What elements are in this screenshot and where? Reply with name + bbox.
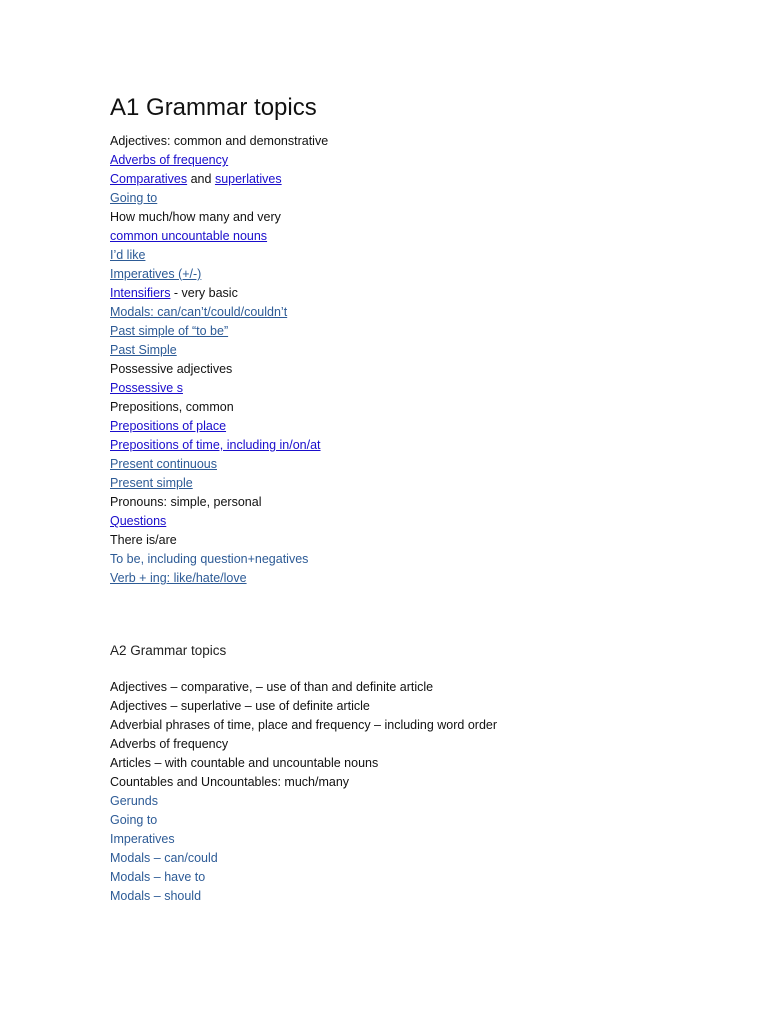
a1-topic-item — [110, 436, 730, 455]
a2-topic-item — [110, 773, 730, 792]
topic-link[interactable]: Questions — [110, 514, 167, 528]
a2-topic-item — [110, 716, 730, 735]
topic-link[interactable]: common uncountable nouns — [110, 229, 268, 243]
a2-topic-item — [110, 811, 730, 830]
a1-section — [110, 92, 730, 588]
topic-text: Gerunds — [110, 794, 158, 808]
topic-text: Going to — [110, 813, 158, 827]
a1-topic-item — [110, 474, 730, 493]
topic-text: Adverbs of frequency — [110, 737, 229, 751]
topic-text: There is/are — [110, 533, 177, 547]
a1-topic-item — [110, 227, 730, 246]
a2-topic-item — [110, 697, 730, 716]
a2-topic-item — [110, 754, 730, 773]
a1-topic-item — [110, 284, 730, 303]
a2-topic-item — [110, 849, 730, 868]
a1-topic-item — [110, 208, 730, 227]
a1-topic-item — [110, 246, 730, 265]
a1-topic-item — [110, 303, 730, 322]
topic-text: Adjectives – superlative – use of definite article — [110, 699, 370, 713]
topic-text: Possessive adjectives — [110, 362, 233, 376]
topic-text: Modals – can/could — [110, 851, 218, 865]
topic-link[interactable]: Adverbs of frequency — [110, 153, 229, 167]
a1-topic-item — [110, 379, 730, 398]
topic-link[interactable]: Verb + ing: like/hate/love — [110, 571, 247, 585]
a1-topic-item — [110, 170, 730, 189]
a2-title: A2 Grammar topics — [110, 643, 227, 658]
topic-link[interactable]: Present simple — [110, 476, 193, 490]
a2-topic-item — [110, 830, 730, 849]
topic-link[interactable]: Present continuous — [110, 457, 218, 471]
topic-link[interactable]: Prepositions of time, including in/on/at — [110, 438, 321, 452]
a1-topic-item — [110, 360, 730, 379]
a2-topic-list — [110, 678, 730, 906]
a1-topic-item — [110, 455, 730, 474]
topic-text: Adjectives – comparative, – use of than and definite article — [110, 680, 434, 694]
a1-topic-item — [110, 569, 730, 588]
topic-text: Pronouns: simple, personal — [110, 495, 262, 509]
topic-link[interactable]: superlatives — [214, 172, 282, 186]
a2-topic-item — [110, 678, 730, 697]
a1-topic-item — [110, 132, 730, 151]
a1-title: A1 Grammar topics — [110, 94, 317, 121]
topic-text: - very basic — [170, 286, 238, 300]
a1-topic-item — [110, 417, 730, 436]
a2-topic-item — [110, 868, 730, 887]
topic-link[interactable]: Past Simple — [110, 343, 177, 357]
topic-link[interactable]: I’d like — [110, 248, 146, 262]
a2-topic-item — [110, 735, 730, 754]
topic-link[interactable]: Past simple of “to be” — [110, 324, 229, 338]
topic-text: To be, including question+negatives — [110, 552, 309, 566]
topic-link[interactable]: Intensifiers — [110, 286, 171, 300]
topic-text: Modals – have to — [110, 870, 206, 884]
a1-topic-item — [110, 189, 730, 208]
a2-topic-item — [110, 792, 730, 811]
topic-link[interactable]: Possessive s — [110, 381, 183, 395]
topic-link[interactable]: Prepositions of place — [110, 419, 227, 433]
a1-topic-item — [110, 341, 730, 360]
a1-topic-item — [110, 398, 730, 417]
a1-topic-item — [110, 265, 730, 284]
topic-link[interactable]: Imperatives (+/-) — [110, 267, 202, 281]
topic-link[interactable]: Modals: can/can’t/could/couldn’t — [110, 305, 288, 319]
a1-topic-item — [110, 322, 730, 341]
topic-text: Adverbial phrases of time, place and frequency – including word order — [110, 718, 498, 732]
a1-topic-item — [110, 550, 730, 569]
a1-topic-item — [110, 151, 730, 170]
a1-topic-item — [110, 531, 730, 550]
a2-topic-item — [110, 887, 730, 906]
a1-topic-list — [110, 132, 730, 588]
topic-text: Prepositions, common — [110, 400, 234, 414]
topic-link[interactable]: Comparatives — [110, 172, 188, 186]
topic-text: Imperatives — [110, 832, 175, 846]
topic-text: Modals – should — [110, 889, 202, 903]
a1-topic-item — [110, 512, 730, 531]
topic-text: and — [187, 172, 215, 186]
topic-text: Articles – with countable and uncountable nouns — [110, 756, 379, 770]
a1-topic-item — [110, 493, 730, 512]
topic-link[interactable]: Going to — [110, 191, 158, 205]
topic-text: Countables and Uncountables: much/many — [110, 775, 350, 789]
topic-text: How much/how many and very — [110, 210, 281, 224]
topic-text: Adjectives: common and demonstrative — [110, 134, 329, 148]
